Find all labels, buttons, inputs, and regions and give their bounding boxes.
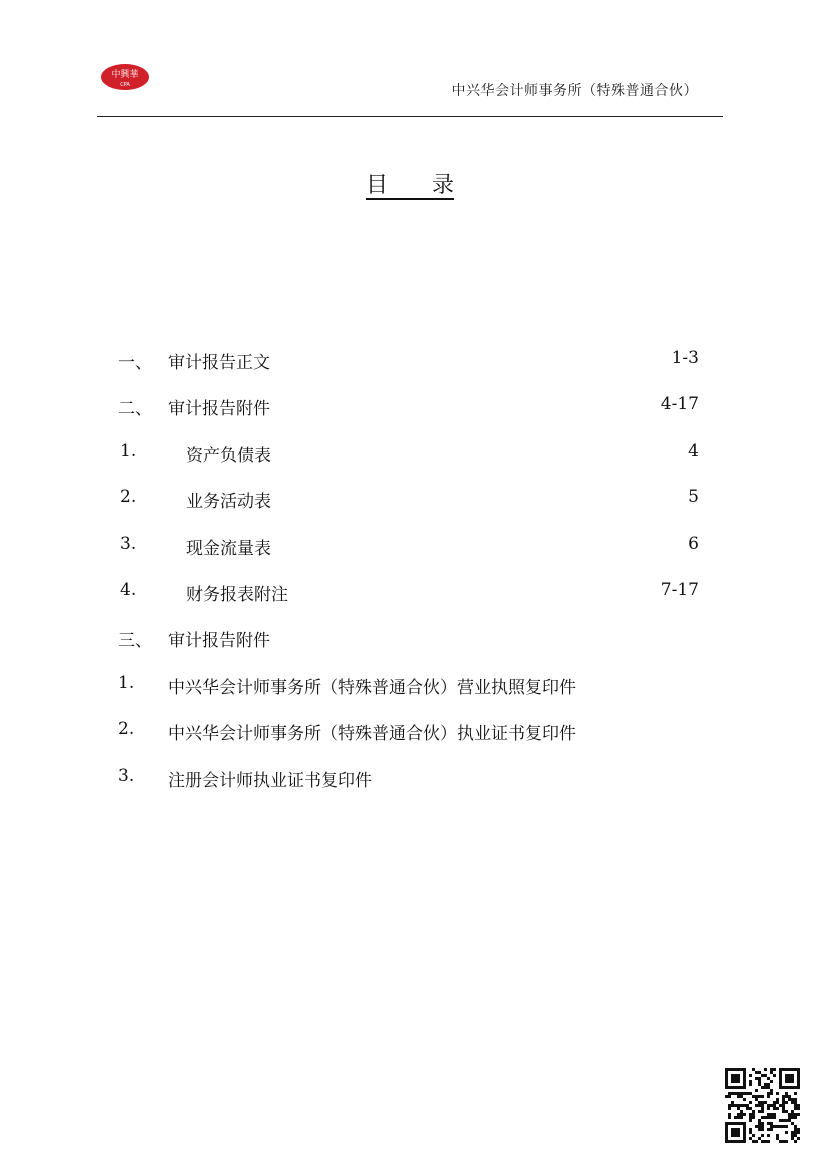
toc-number: 3. (118, 765, 135, 786)
toc-number: 三、 (118, 631, 152, 652)
toc-row (0, 673, 820, 703)
toc-row (0, 441, 820, 471)
toc-row (0, 580, 820, 610)
toc-number: 1. (120, 440, 137, 461)
cpa-logo-icon (100, 62, 150, 92)
toc-page-number: 6 (688, 533, 699, 554)
header-rule (97, 116, 723, 117)
toc-number: 1. (118, 672, 135, 693)
toc-label: 中兴华会计师事务所（特殊普通合伙）营业执照复印件 (168, 677, 576, 698)
toc-number: 3. (120, 533, 137, 554)
toc-page-number: 7-17 (660, 580, 699, 600)
toc-row (0, 534, 820, 564)
toc-number: 一、 (118, 353, 152, 373)
toc-row (0, 394, 820, 424)
toc-number: 二、 (118, 399, 152, 420)
toc-number: 2. (118, 719, 135, 740)
toc-label: 中兴华会计师事务所（特殊普通合伙）执业证书复印件 (168, 724, 576, 745)
toc-label: 审计报告附件 (168, 631, 270, 652)
toc-page-number: 4-17 (660, 394, 699, 415)
svg-text:中興華: 中興華 (111, 70, 139, 80)
toc-label: 注册会计师执业证书复印件 (168, 770, 372, 791)
toc-page-number: 5 (688, 487, 699, 508)
svg-text:CPA: CPA (120, 82, 130, 88)
toc-page-number: 1-3 (671, 348, 699, 368)
toc-page-number: 4 (688, 440, 699, 461)
toc-label: 业务活动表 (186, 492, 271, 513)
toc-label: 现金流量表 (186, 538, 271, 559)
toc-label: 审计报告正文 (168, 353, 270, 373)
qr-code-icon (725, 1068, 800, 1143)
toc-row (0, 348, 820, 378)
toc-row (0, 719, 820, 749)
toc-label: 财务报表附注 (186, 585, 288, 605)
page-title: 目 录 (365, 173, 454, 198)
toc-number: 4. (120, 580, 137, 600)
toc-row (0, 766, 820, 796)
toc-number: 2. (120, 487, 137, 508)
toc-label: 审计报告附件 (168, 399, 270, 420)
firm-name-header: 中兴华会计师事务所（特殊普通合伙） (451, 83, 698, 99)
toc-row (0, 626, 820, 656)
toc-row (0, 487, 820, 517)
toc-label: 资产负债表 (186, 445, 271, 466)
